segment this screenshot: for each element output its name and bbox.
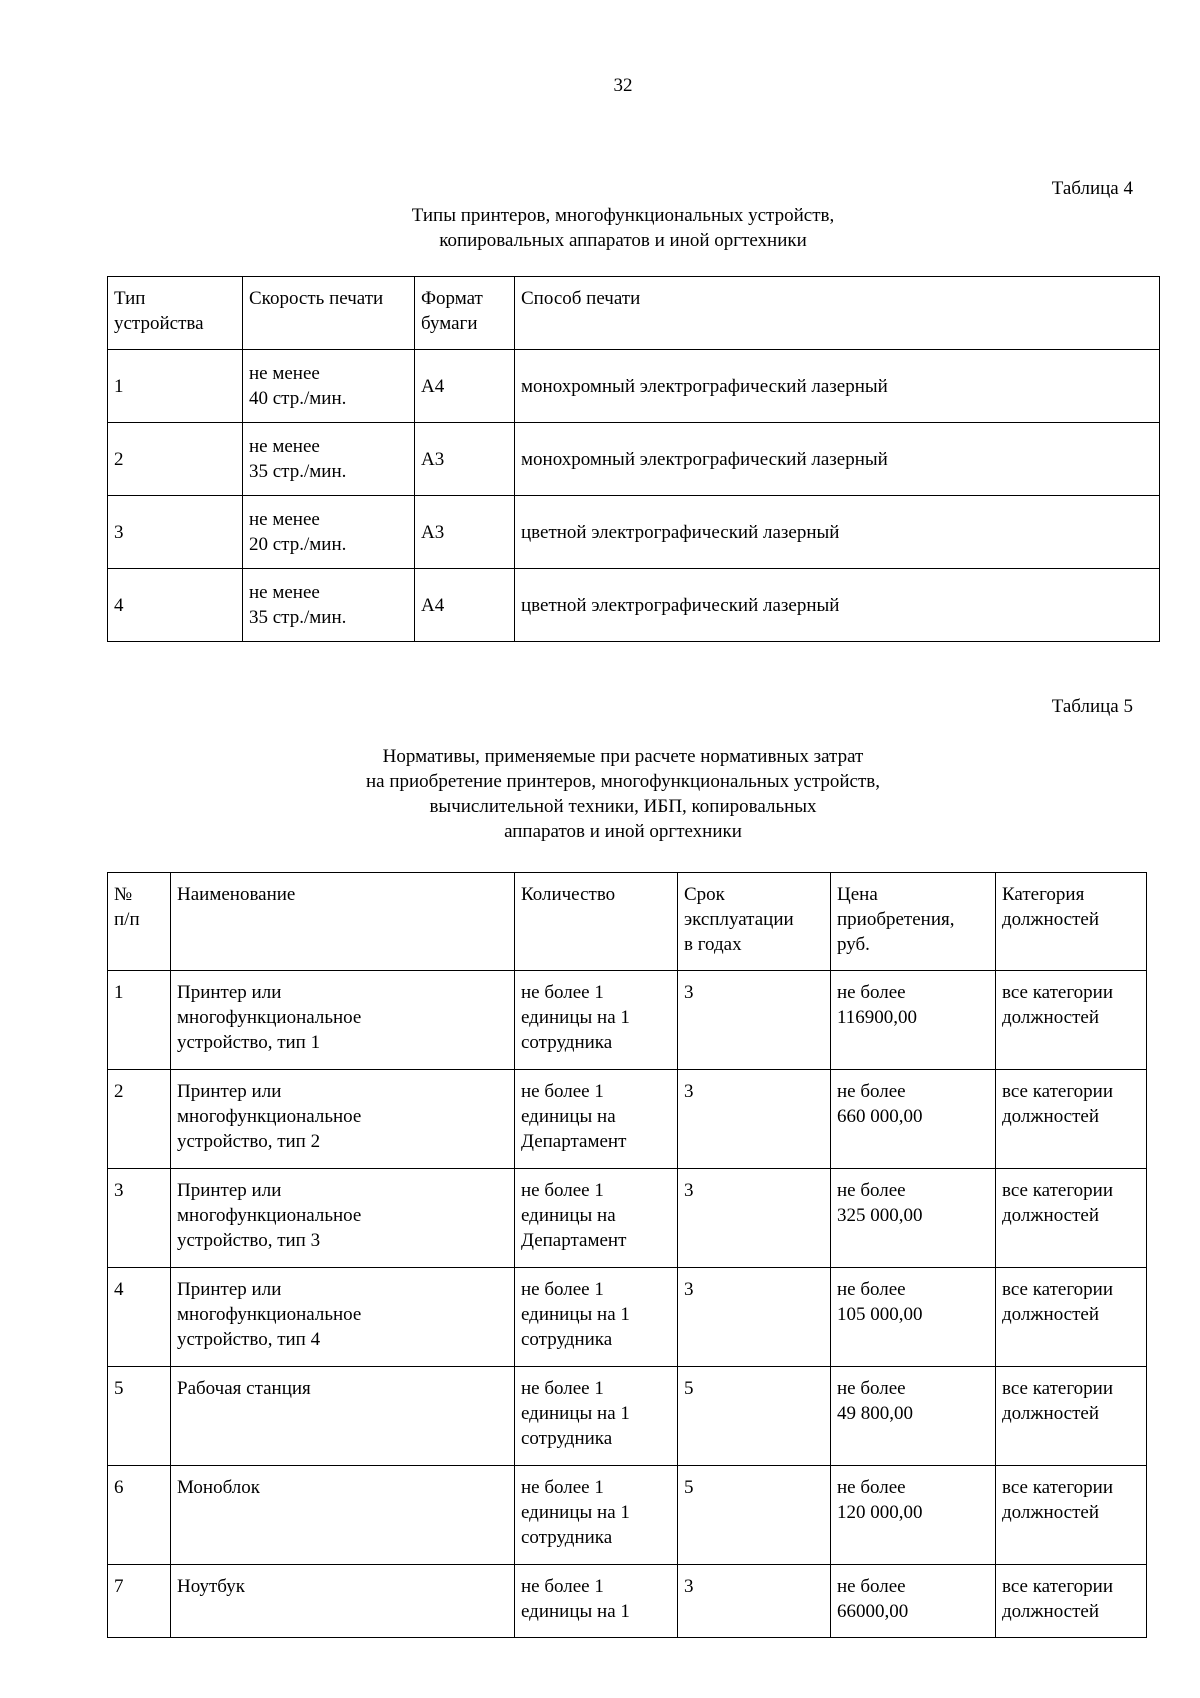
cell-term: 3 [678, 1070, 831, 1169]
header-cell: № п/п [108, 873, 171, 971]
cell-price: не более 660 000,00 [831, 1070, 996, 1169]
cell-type: 3 [108, 496, 243, 569]
cell-price: не более 120 000,00 [831, 1466, 996, 1565]
table-row [108, 971, 1147, 1070]
cell-format: А4 [415, 569, 515, 642]
table4-label: Таблица 4 [1051, 178, 1133, 199]
cell-category: все категории должностей [996, 1268, 1147, 1367]
cell-num: 4 [108, 1268, 171, 1367]
cell-type: 2 [108, 423, 243, 496]
cell-name: Принтер или многофункциональное устройство, тип 1 [171, 971, 515, 1070]
cell-num: 6 [108, 1466, 171, 1565]
cell-num: 1 [108, 971, 171, 1070]
cell-name: Моноблок [171, 1466, 515, 1565]
header-cell: Наименование [171, 873, 515, 971]
table-header-row [108, 873, 1147, 971]
cell-category: все категории должностей [996, 1070, 1147, 1169]
cell-method: монохромный электрографический лазерный [515, 423, 1160, 496]
cell-term: 3 [678, 1268, 831, 1367]
cell-num: 2 [108, 1070, 171, 1169]
cell-category: все категории должностей [996, 1367, 1147, 1466]
table-row [108, 423, 1160, 496]
cell-method: цветной электрографический лазерный [515, 569, 1160, 642]
cell-name: Принтер или многофункциональное устройство, тип 2 [171, 1070, 515, 1169]
table-row [108, 1268, 1147, 1367]
cell-type: 1 [108, 350, 243, 423]
cell-num: 3 [108, 1169, 171, 1268]
table-row [108, 496, 1160, 569]
cell-qty: не более 1 единицы на 1 сотрудника [515, 971, 678, 1070]
cell-category: все категории должностей [996, 1565, 1147, 1638]
header-cell: Способ печати [515, 277, 1160, 350]
header-cell: Категория должностей [996, 873, 1147, 971]
table-row [108, 350, 1160, 423]
cell-category: все категории должностей [996, 1466, 1147, 1565]
cell-method: монохромный электрографический лазерный [515, 350, 1160, 423]
cell-num: 5 [108, 1367, 171, 1466]
cell-speed: не менее 20 стр./мин. [243, 496, 415, 569]
cell-qty: не более 1 единицы на 1 [515, 1565, 678, 1638]
cell-term: 5 [678, 1367, 831, 1466]
table-row [108, 1466, 1147, 1565]
header-cell: Количество [515, 873, 678, 971]
cell-price: не более 116900,00 [831, 971, 996, 1070]
header-cell: Срок эксплуатации в годах [678, 873, 831, 971]
table4-title-line: копировальных аппаратов и иной оргтехники [439, 230, 807, 251]
cell-format: А3 [415, 496, 515, 569]
table4-title [0, 203, 1200, 253]
cell-num: 7 [108, 1565, 171, 1638]
cell-method: цветной электрографический лазерный [515, 496, 1160, 569]
table-header-row [108, 277, 1160, 350]
cell-term: 3 [678, 971, 831, 1070]
cell-qty: не более 1 единицы на 1 сотрудника [515, 1268, 678, 1367]
cell-name: Принтер или многофункциональное устройство, тип 3 [171, 1169, 515, 1268]
printer-types-table [107, 276, 1160, 642]
table-row [108, 569, 1160, 642]
table-row [108, 1565, 1147, 1638]
standards-table [107, 872, 1147, 1638]
cell-qty: не более 1 единицы на Департамент [515, 1070, 678, 1169]
cell-term: 3 [678, 1169, 831, 1268]
table5-title-line: Нормативы, применяемые при расчете нормативных затрат [382, 746, 864, 767]
cell-price: не более 325 000,00 [831, 1169, 996, 1268]
cell-price: не более 49 800,00 [831, 1367, 996, 1466]
cell-format: А4 [415, 350, 515, 423]
table-row [108, 1367, 1147, 1466]
header-cell: Формат бумаги [415, 277, 515, 350]
cell-qty: не более 1 единицы на Департамент [515, 1169, 678, 1268]
table4-title-line: Типы принтеров, многофункциональных устройств, [411, 205, 835, 226]
cell-speed: не менее 35 стр./мин. [243, 423, 415, 496]
cell-speed: не менее 35 стр./мин. [243, 569, 415, 642]
table5-title-line: на приобретение принтеров, многофункциональных устройств, [365, 771, 881, 792]
header-cell: Цена приобретения, руб. [831, 873, 996, 971]
cell-format: А3 [415, 423, 515, 496]
table5-title-line: аппаратов и иной оргтехники [504, 821, 742, 842]
cell-category: все категории должностей [996, 971, 1147, 1070]
header-cell: Скорость печати [243, 277, 415, 350]
cell-qty: не более 1 единицы на 1 сотрудника [515, 1367, 678, 1466]
table5-title [0, 744, 1200, 844]
cell-qty: не более 1 единицы на 1 сотрудника [515, 1466, 678, 1565]
cell-speed: не менее 40 стр./мин. [243, 350, 415, 423]
cell-name: Рабочая станция [171, 1367, 515, 1466]
cell-name: Ноутбук [171, 1565, 515, 1638]
table5-title-line: вычислительной техники, ИБП, копировальных [429, 796, 817, 817]
table-row [108, 1070, 1147, 1169]
table-row [108, 1169, 1147, 1268]
cell-term: 3 [678, 1565, 831, 1638]
cell-term: 5 [678, 1466, 831, 1565]
cell-type: 4 [108, 569, 243, 642]
cell-name: Принтер или многофункциональное устройство, тип 4 [171, 1268, 515, 1367]
cell-price: не более 66000,00 [831, 1565, 996, 1638]
page-number: 32 [613, 75, 633, 96]
header-cell: Тип устройства [108, 277, 243, 350]
table5-label: Таблица 5 [1051, 696, 1133, 717]
cell-price: не более 105 000,00 [831, 1268, 996, 1367]
cell-category: все категории должностей [996, 1169, 1147, 1268]
